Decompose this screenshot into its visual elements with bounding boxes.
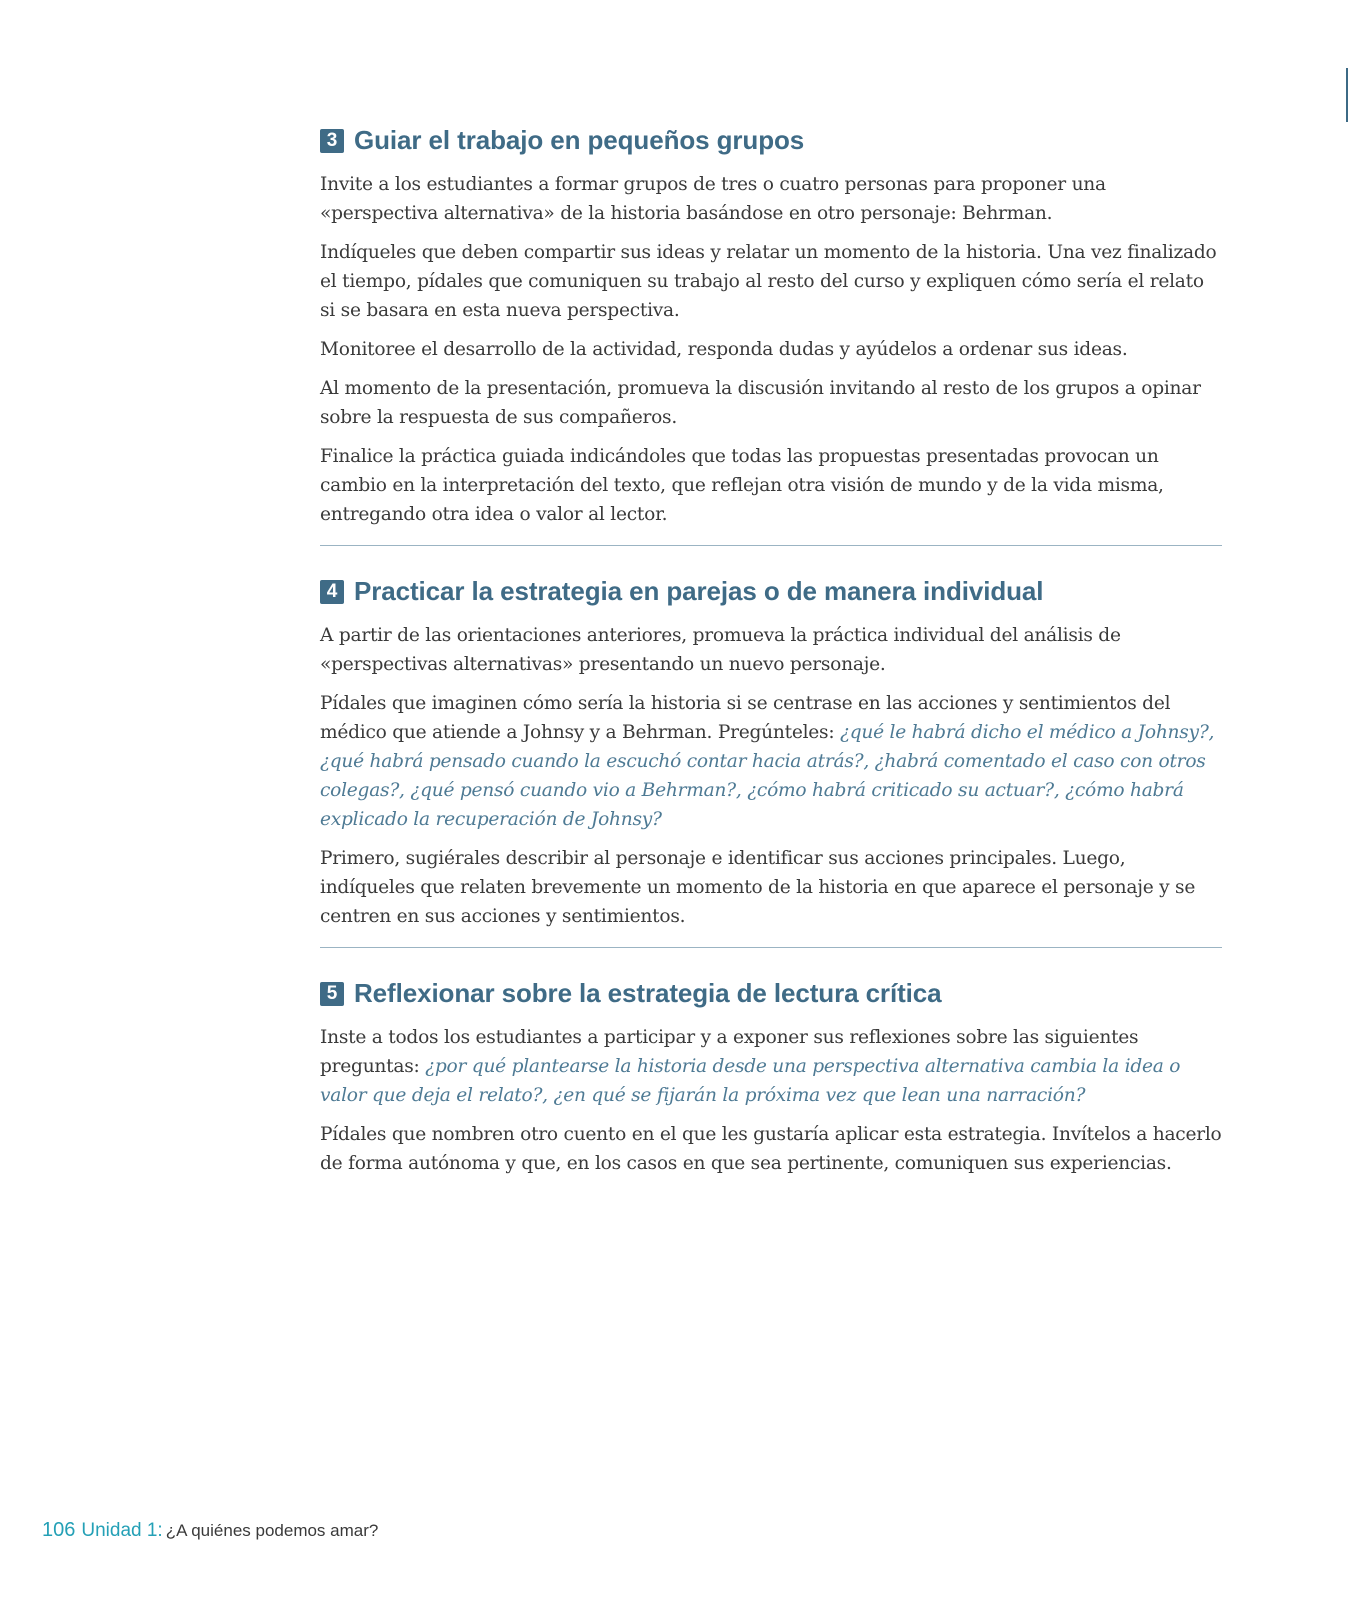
section-title: Practicar la estrategia en parejas o de manera individual xyxy=(354,576,1044,606)
unit-title: ¿A quiénes podemos amar? xyxy=(165,1521,379,1540)
paragraph: A partir de las orientaciones anteriores, promueva la práctica individual del análisis de «perspectivas alternativas» presentando un nuevo personaje. xyxy=(320,625,1121,675)
paragraph: Al momento de la presentación, promueva la discusión invitando al resto de los grupos a opinar sobre la respuesta de sus compañeros. xyxy=(320,378,1201,428)
paragraph xyxy=(320,689,1222,834)
section-divider xyxy=(320,947,1222,948)
paragraph: Indíqueles que deben compartir sus ideas y relatar un momento de la historia. Una vez finalizado el tiempo, pídales que comuniquen su trabajo al resto del curso y expliquen cómo sería el relato si se basara en esta nueva perspectiva. xyxy=(320,242,1217,321)
page-content xyxy=(320,125,1222,1188)
paragraph: Invite a los estudiantes a formar grupos de tres o cuatro personas para proponer una «perspectiva alternativa» de la historia basándose en otro personaje: Behrman. xyxy=(320,174,1106,224)
section-4 xyxy=(320,576,1222,931)
page-footer xyxy=(42,1519,378,1542)
section-3 xyxy=(320,125,1222,529)
guiding-questions: ¿por qué plantearse la historia desde una perspectiva alternativa cambia la idea o valor que deja el relato?, ¿en qué se fijarán la próxima vez que lean una narración? xyxy=(320,1056,1181,1106)
section-number-badge: 5 xyxy=(320,982,344,1006)
unit-label: Unidad 1: xyxy=(81,1520,163,1541)
paragraph: Finalice la práctica guiada indicándoles que todas las propuestas presentadas provocan un cambio en la interpretación del texto, que reflejan otra visión de mundo y de la vida misma, entregando otra idea o valor al lector. xyxy=(320,446,1164,525)
paragraph: Monitoree el desarrollo de la actividad, responda dudas y ayúdelos a ordenar sus ideas. xyxy=(320,339,1128,360)
section-divider xyxy=(320,545,1222,546)
section-heading xyxy=(320,576,1222,607)
paragraph: Pídales que nombren otro cuento en el que les gustaría aplicar esta estrategia. Invítelos a hacerlo de forma autónoma y que, en los casos en que sea pertinente, comuniquen sus experiencias. xyxy=(320,1124,1222,1174)
guiding-questions: ¿qué le habrá dicho el médico a Johnsy?, ¿qué habrá pensado cuando la escuchó contar hacia atrás?, ¿habrá comentado el caso con otros colegas?, ¿qué pensó cuando vio a Behrman?, ¿cómo habrá criticado su actuar?, ¿cómo habrá explicado la recuperación de Johnsy? xyxy=(320,722,1215,830)
page-number: 106 xyxy=(42,1519,76,1541)
paragraph-text: Inste a todos los estudiantes a participar y a exponer sus reflexiones sobre las siguientes preguntas: xyxy=(320,1027,1139,1077)
section-number-badge: 3 xyxy=(320,129,344,153)
paragraph: Primero, sugiérales describir al personaje e identificar sus acciones principales. Luego, indíqueles que relaten brevemente un momento de la historia en que aparece el personaje y se centren en sus acciones y sentimientos. xyxy=(320,848,1196,927)
section-heading xyxy=(320,978,1222,1009)
page-edge-marker xyxy=(1346,68,1348,122)
section-number-badge: 4 xyxy=(320,580,344,604)
section-5 xyxy=(320,978,1222,1178)
section-title: Guiar el trabajo en pequeños grupos xyxy=(354,125,805,155)
paragraph xyxy=(320,1023,1222,1110)
paragraph-text: Pídales que imaginen cómo sería la historia si se centrase en las acciones y sentimientos del médico que atiende a Johnsy y a Behrman. Pregúnteles: xyxy=(320,693,1171,743)
section-title: Reflexionar sobre la estrategia de lectura crítica xyxy=(354,978,942,1008)
section-heading xyxy=(320,125,1222,156)
